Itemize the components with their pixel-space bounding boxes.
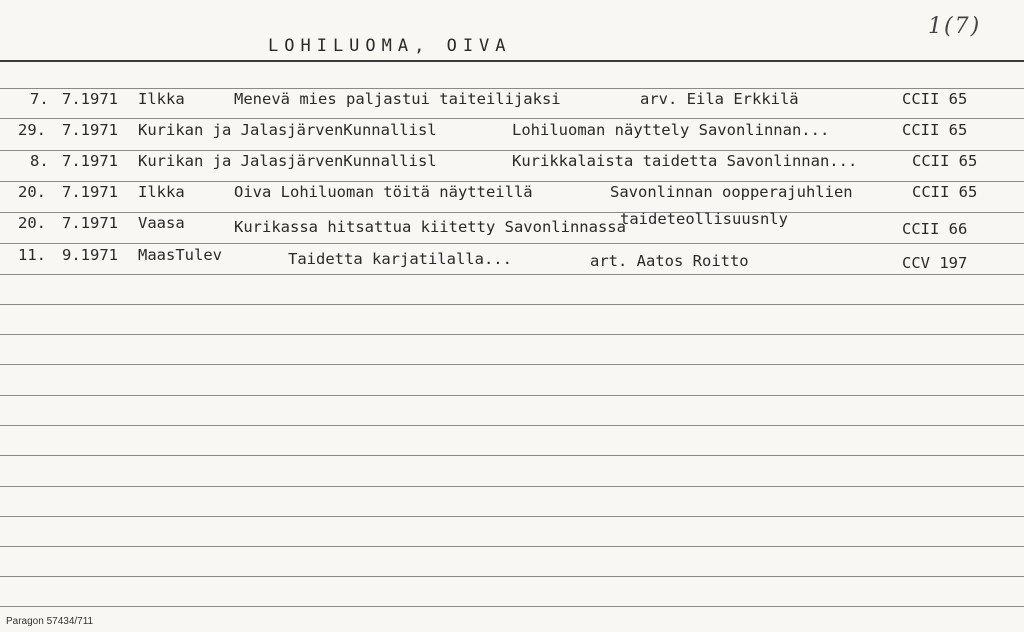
- rule-line: [0, 364, 1024, 365]
- entry-paper: Ilkka: [138, 90, 185, 108]
- rule-line: [0, 576, 1024, 577]
- rule-line: [0, 88, 1024, 89]
- entry-date: 7.1971: [62, 90, 118, 108]
- rule-line: [0, 395, 1024, 396]
- entry-paper: Kurikan ja JalasjärvenKunnallisl: [138, 121, 437, 139]
- entry-date: 9.1971: [62, 246, 118, 264]
- list-item: [0, 90, 1024, 120]
- entry-author: taideteollisuusnly: [620, 210, 788, 228]
- entry-headline: Oiva Lohiluoman töitä näytteillä: [234, 183, 533, 201]
- card-footer: Paragon 57434/711: [6, 616, 94, 627]
- page-number: 1(7): [928, 14, 982, 39]
- entry-paper: MaasTulev: [138, 246, 222, 264]
- entry-day: 11.: [18, 246, 46, 264]
- entry-code: CCII 65: [912, 183, 978, 201]
- entry-headline: Taidetta karjatilalla...: [288, 250, 512, 268]
- entry-day: 20.: [18, 214, 46, 232]
- rule-line: [0, 455, 1024, 456]
- rule-line: [0, 304, 1024, 305]
- list-item: [0, 210, 1024, 244]
- entry-code: CCII 65: [902, 121, 968, 139]
- rule-line: [0, 60, 1024, 62]
- entry-date: 7.1971: [62, 121, 118, 139]
- rule-line: [0, 516, 1024, 517]
- list-item: [0, 121, 1024, 151]
- entry-code: CCII 65: [902, 90, 968, 108]
- entry-code: CCII 66: [902, 220, 968, 238]
- entry-code: CCII 65: [912, 152, 978, 170]
- entry-author: art. Aatos Roitto: [590, 252, 749, 270]
- rule-line: [0, 334, 1024, 335]
- card-title: LOHILUOMA, OIVA: [268, 36, 512, 56]
- entry-day: 7.: [30, 90, 49, 108]
- rule-line: [0, 425, 1024, 426]
- entry-author: Savonlinnan oopperajuhlien: [610, 183, 853, 201]
- list-item: [0, 183, 1024, 213]
- entry-date: 7.1971: [62, 214, 118, 232]
- list-item: [0, 246, 1024, 276]
- entry-paper: Kurikan ja JalasjärvenKunnallisl: [138, 152, 437, 170]
- entry-headline: Lohiluoman näyttely Savonlinnan...: [512, 121, 830, 139]
- entry-paper: Vaasa: [138, 214, 185, 232]
- rule-line: [0, 546, 1024, 547]
- entry-day: 20.: [18, 183, 46, 201]
- rule-line: [0, 486, 1024, 487]
- entry-day: 29.: [18, 121, 46, 139]
- rule-line: [0, 606, 1024, 607]
- entry-date: 7.1971: [62, 183, 118, 201]
- entry-code: CCV 197: [902, 254, 968, 272]
- entry-headline: Kurikassa hitsattua kiitetty Savonlinnassa: [234, 218, 626, 236]
- entry-headline: Kurikkalaista taidetta Savonlinnan...: [512, 152, 858, 170]
- entry-day: 8.: [30, 152, 49, 170]
- list-item: [0, 152, 1024, 182]
- entry-paper: Ilkka: [138, 183, 185, 201]
- entry-date: 7.1971: [62, 152, 118, 170]
- entry-author: arv. Eila Erkkilä: [640, 90, 799, 108]
- entry-headline: Menevä mies paljastui taiteilijaksi: [234, 90, 561, 108]
